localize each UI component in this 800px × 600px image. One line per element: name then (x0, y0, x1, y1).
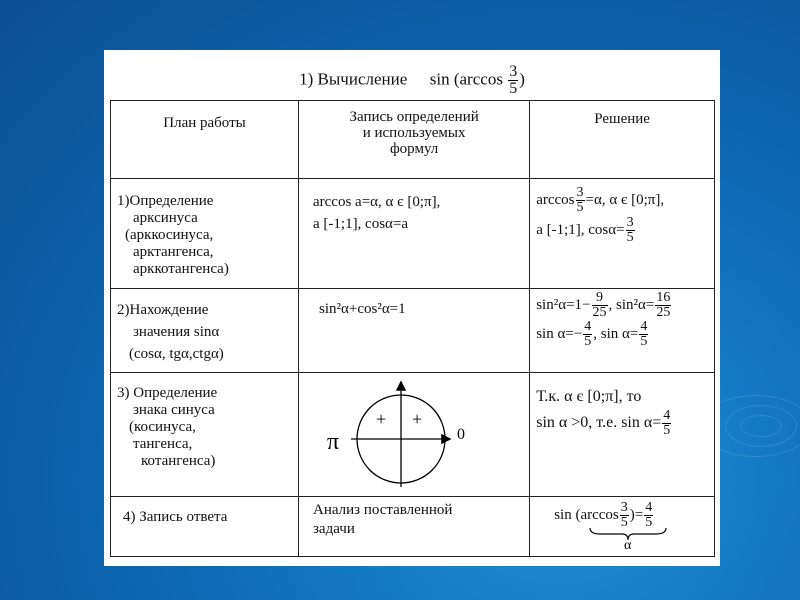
row3-solution: Т.к. α є [0;π], то sin α >0, т.е. sin α= $\frac{4}{5}$ (530, 373, 715, 497)
table-row (111, 497, 715, 557)
row3-record (299, 373, 530, 497)
plan-table (110, 100, 715, 557)
row3-plan: 3) Определение знака синуса (косинуса, тангенса, котангенса) (111, 373, 299, 497)
zero-label: 0 (457, 426, 465, 443)
row4-plan: 4) Запись ответа (111, 497, 299, 557)
header-records: Запись определений и используемых формул (299, 101, 530, 179)
row4-solution: sin (arccos $\frac{3}{5}$ )= $\frac{4}{5}$ α (530, 497, 715, 557)
table-row (111, 179, 715, 289)
title-expression: sin (arccos (429, 69, 503, 89)
row2-record: sin²α+cos²α=1 (299, 289, 530, 373)
title-prefix: 1) Вычисление (299, 69, 408, 89)
table-row (111, 289, 715, 373)
header-plan: План работы (111, 101, 299, 179)
unit-circle-diagram (325, 377, 495, 491)
row1-solution: arccos $\frac{3}{5}$ =α, α є [0;π], a [-1;1], cosα= $\frac{3}{5}$ (530, 179, 715, 289)
row1-record: arccos a=α, α є [0;π], a [-1;1], cosα=a (299, 179, 530, 289)
row2-solution: sin²α=1− $\frac{9}{25}$ , sin²α= $\frac{16}{25}$ sin α=− $\frac{4}{5}$ , sin α= $\frac{4}{5}$ (530, 289, 715, 373)
table-row (111, 373, 715, 497)
row2-plan: 2)Нахождение значения sinα (cosα, tgα,ctgα) (111, 289, 299, 373)
title-fraction: $\frac{3}{5}$ (509, 63, 518, 97)
plus-sign-q1: + (412, 409, 423, 429)
row4-record: Анализ поставленной задачи (299, 497, 530, 557)
table-header-row (111, 101, 715, 179)
slide (104, 50, 720, 566)
row1-plan: 1)Определение арксинуса (арккосинуса, арктангенса, арккотангенса) (111, 179, 299, 289)
alpha-label: α (624, 538, 632, 550)
plus-sign-q2: + (376, 409, 387, 429)
header-solution: Решение (530, 101, 715, 179)
pi-label: π (327, 429, 340, 455)
slide-title: 1) Вычисление sin (arccos $\frac{3}{5}$ ) (299, 63, 525, 97)
